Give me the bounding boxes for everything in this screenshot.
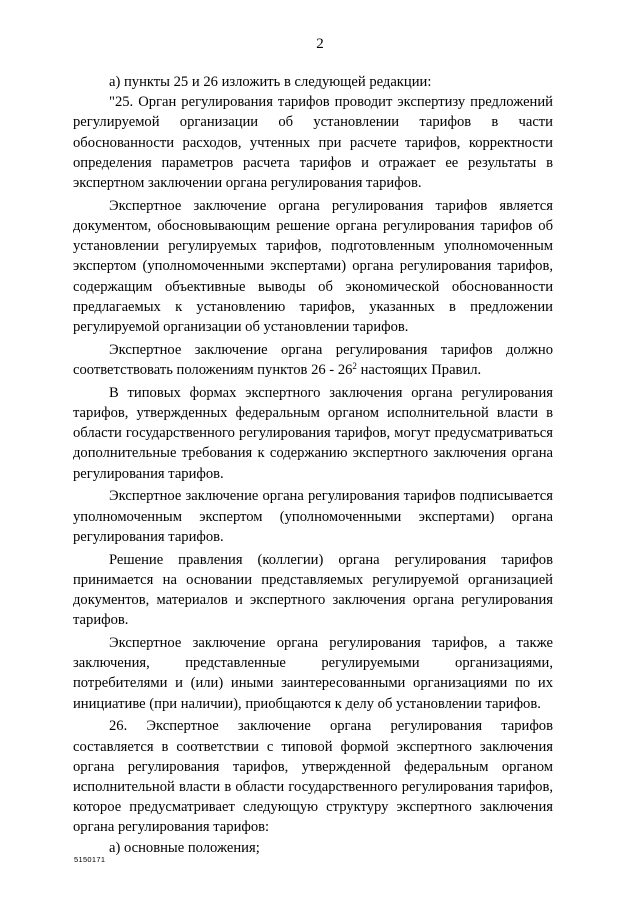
paragraph-case-attachment: Экспертное заключение органа регулирования тарифов, а также заключения, представленные регулируемыми организациями, потребителями и (или) иными заинтересованными организациями по их инициативе (при наличии), приобщаются к делу об установлении тарифов.	[73, 635, 553, 712]
paragraph-expert-opinion-definition: Экспертное заключение органа регулирования тарифов является документом, обосновывающим решение органа регулирования тарифов об установлении регулируемых тарифов, подготовленным уполномоченным экспертом (уполномоченными экспертами) органа регулирования тарифов, содержащим объективные выводы об экономической обоснованности предлагаемых к установлению тарифов, указанных в предложении регулируемой организации об установлении тарифов.	[73, 197, 553, 336]
paragraph-amendment-intro: а) пункты 25 и 26 изложить в следующей редакции:	[109, 74, 432, 90]
paragraph-signing: Экспертное заключение органа регулирования тарифов подписывается уполномоченным экспертом (уполномоченными экспертами) органа регулирования тарифов.	[73, 488, 553, 545]
document-code: 5150171	[74, 855, 106, 864]
paragraph-typical-forms: В типовых формах экспертного заключения органа регулирования тарифов, утвержденных федеральным органом исполнительной власти в области государственного регулирования тарифов, могут предусматриваться дополнительные требования к содержанию экспертного заключения органа регулирования тарифов.	[73, 384, 553, 482]
compliance-text-before: Экспертное заключение органа регулирования тарифов должно соответствовать положениям пунктов 26 - 26	[73, 341, 553, 379]
paragraph-board-decision: Решение правления (коллегии) органа регулирования тарифов принимается на основании представляемых регулируемой организацией документов, материалов и экспертного заключения органа регулирования тарифов.	[73, 551, 553, 629]
document-body	[73, 72, 553, 860]
compliance-text-after: настоящих Правил.	[356, 362, 482, 379]
paragraph-expert-opinion-compliance	[73, 340, 553, 380]
page-number: 2	[316, 36, 324, 52]
paragraph-main-provisions: а) основные положения;	[109, 839, 260, 856]
compliance-superscript: 2	[352, 361, 357, 372]
paragraph-item-25: "25. Орган регулирования тарифов проводит экспертизу предложений регулируемой организации об установлении тарифов в части обоснованности расходов, учтенных при расчете тарифов, корректности определения параметров расчета тарифов и отражает ее результаты в экспертном заключении органа регулирования тарифов.	[73, 94, 553, 192]
paragraph-item-26: 26. Экспертное заключение органа регулирования тарифов составляется в соответствии с типовой формой экспертного заключения органа регулирования тарифов, утвержденной федеральным органом исполнительной власти в области государственного регулирования тарифов, которое предусматривает следующую структуру экспертного заключения органа регулирования тарифов:	[73, 718, 553, 836]
